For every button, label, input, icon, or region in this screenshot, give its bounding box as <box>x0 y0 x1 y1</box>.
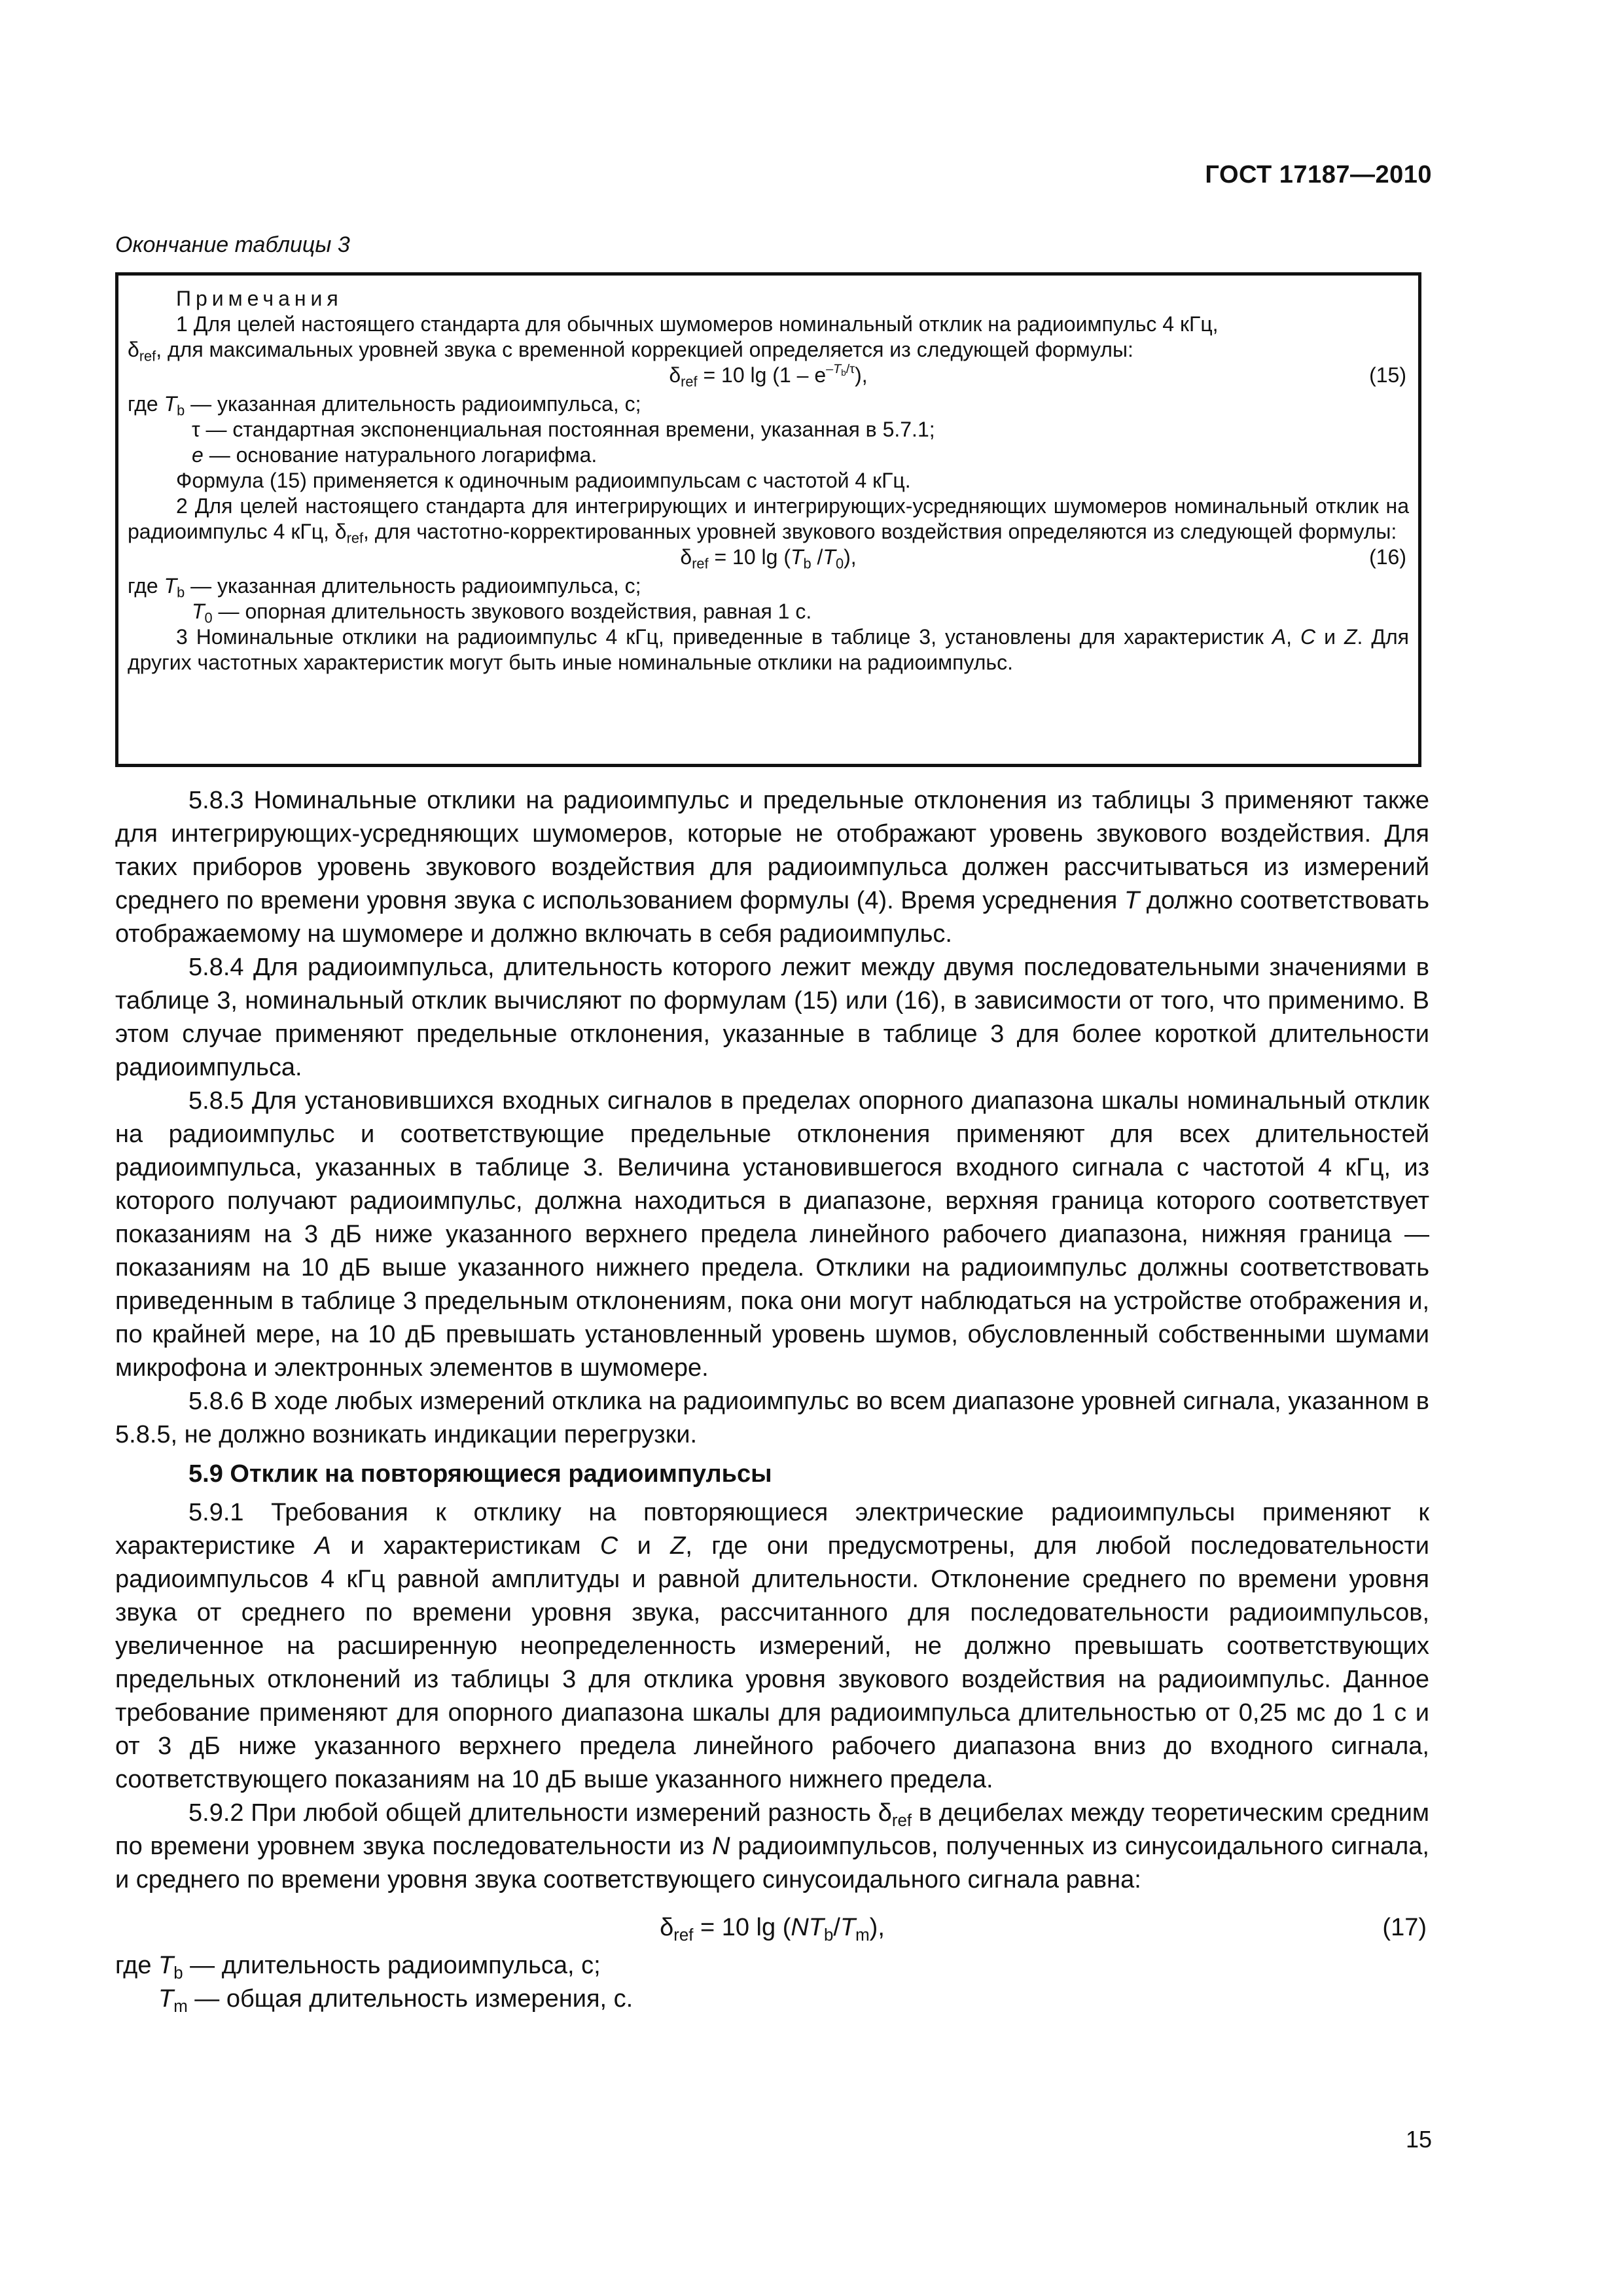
formula-17-number: (17) <box>1382 1914 1427 1941</box>
note-1-continuation: $\delta_{ref}$, для максимальных уровней звука с временной коррекцией определяется из следующей формулы: <box>128 338 1133 365</box>
section-heading-5-9: 5.9 Отклик на повторяющиеся радиоимпульсы <box>188 1460 772 1488</box>
paragraph-5-8-6: 5.8.6 В ходе любых измерений отклика на радиоимпульс во всем диапазоне уровней сигнала, указанном в 5.8.5, не должно возникать индикации перегрузки. <box>115 1388 1429 1448</box>
note-1-where-tau: τ — стандартная экспоненциальная постоянная времени, указанная в 5.7.1; <box>192 418 935 441</box>
standard-header: ГОСТ 17187—2010 <box>1205 161 1432 188</box>
formula-17-expression: $\delta_{ref} = 10$ $\lg (NT_b/T_m)$, <box>660 1914 885 1945</box>
note-2-text: 2 Для целей настоящего стандарта для интегрирующих и интегрирующих-усредняющих шумомеров номинальный отклик на радиоимпульс 4 кГц, $\delta_{ref}$, для частотно-корректированных уровней звукового воздействия определяются из следующей формулы: <box>128 494 1409 547</box>
paragraph-5-8-5: 5.8.5 Для установившихся входных сигналов в пределах опорного диапазона шкалы номинальный отклик на радиоимпульс и соответствующие предельные отклонения применяют для всех длительностей радиоимпульса, указанных в таблице 3. Величина установившегося входного сигнала с частотой 4 кГц, из которого получают радиоимпульс, должна находиться в диапазоне, верхняя граница которого соответствует показаниям на 3 дБ ниже указанного верхнего предела линейного рабочего диапазона, нижняя граница — показаниям на 10 дБ выше указанного нижнего предела. Отклики на радиоимпульс должны соответствовать приведенным в таблице 3 предельным отклонениям, пока они могут наблюдаться на устройстве отображения и, по крайней мере, на 10 дБ превышать установленный уровень шумов, обусловленный собственными шумами микрофона и электронных элементов в шумомере. <box>115 1087 1429 1382</box>
formula-15 <box>128 363 1409 391</box>
table-continuation-caption: Окончание таблицы 3 <box>115 232 350 257</box>
paragraph-5-8-3: 5.8.3 Номинальные отклики на радиоимпульс и предельные отклонения из таблицы 3 применяют также для интегрирующих-усредняющих шумомеров, которые не отображают уровень звукового воздействия. Для таких приборов уровень звукового воздействия для радиоимпульса должен рассчитываться из измерений среднего по времени уровня звука с использованием формулы (4). Время усреднения T должно соответствовать отображаемому на шумомере и должно включать в себя радиоимпульс. <box>115 787 1430 948</box>
formula-16-expression: $\delta_{ref} = 10$ $\lg (T_b$ $/T_0$), <box>680 545 857 572</box>
formula-16 <box>128 545 1409 573</box>
note-1-where-tb: где $T_b$ — указанная длительность радиоимпульса, с; <box>128 392 641 419</box>
note-1-line: 1 Для целей настоящего стандарта для обычных шумомеров номинальный отклик на радиоимпульс 4 кГц, <box>176 312 1219 336</box>
note-2-where-tb: где $T_b$ — указанная длительность радиоимпульса, с; <box>128 574 641 601</box>
formula-17-where-tb: где $T_b$ — длительность радиоимпульса, с; <box>115 1952 601 1982</box>
note-2-where-t0: $T_0$ — опорная длительность звукового воздействия, равная 1 с. <box>192 600 812 626</box>
notes-title: Примечания <box>176 287 343 310</box>
formula-15-expression: $\delta_{ref} = 10$ $\lg (1 - e^{-T_b/\tau})$, <box>669 362 868 390</box>
table-notes-box <box>115 272 1421 767</box>
note-3-text: 3 Номинальные отклики на радиоимпульс 4 кГц, приведенные в таблице 3, установлены для характеристик A, C и Z. Для других частотных характеристик могут быть иные номинальные отклики на радиоимпульс. <box>128 625 1410 674</box>
paragraph-5-9-1: 5.9.1 Требования к отклику на повторяющиеся электрические радиоимпульсы применяют к характеристике A и характеристикам C и Z, где они предусмотрены, для любой последовательности радиоимпульсов 4 кГц равной амплитуды и равной длительности. Отклонение среднего по времени уровня звука от среднего по времени уровня звука, рассчитанного для последовательности радиоимпульсов, увеличенное на расширенную неопределенность измерений, не должно превышать соответствующих предельных отклонений из таблицы 3 для отклика уровня звукового воздействия на радиоимпульс. Данное требование применяют для опорного диапазона шкалы для радиоимпульса длительностью от 0,25 мс до 1 с и от 3 дБ ниже указанного верхнего предела линейного рабочего диапазона вниз до входного сигнала, соответствующего показаниям на 10 дБ выше указанного нижнего предела. <box>115 1499 1430 1793</box>
page-number: 15 <box>1405 2126 1432 2153</box>
formula-15-number: (15) <box>1369 363 1406 387</box>
formula-17 <box>115 1903 1429 1946</box>
formula-16-number: (16) <box>1369 545 1406 569</box>
body-text <box>115 784 1429 2016</box>
paragraph-5-8-4: 5.8.4 Для радиоимпульса, длительность которого лежит между двумя последовательными значениями в таблице 3, номинальный отклик вычисляют по формулам (15) или (16), в зависимости от того, что применимо. В этом случае применяют предельные отклонения, указанные в таблице 3 для более короткой длительности радиоимпульса. <box>115 954 1429 1081</box>
note-1-where-e: e — основание натурального логарифма. <box>192 443 597 467</box>
note-1-end: Формула (15) применяется к одиночным радиоимпульсам с частотой 4 кГц. <box>176 469 911 492</box>
paragraph-5-9-2: 5.9.2 При любой общей длительности измерений разность $\delta_{ref}$ в децибелах между теоретическим средним по времени уровнем звука последовательности из N радиоимпульсов, полученных из синусоидального сигнала, и среднего по времени уровня звука соответствующего синусоидального сигнала равна: <box>115 1799 1429 1893</box>
formula-17-where-tm: $T_m$ — общая длительность измерения, с. <box>158 1985 633 2016</box>
